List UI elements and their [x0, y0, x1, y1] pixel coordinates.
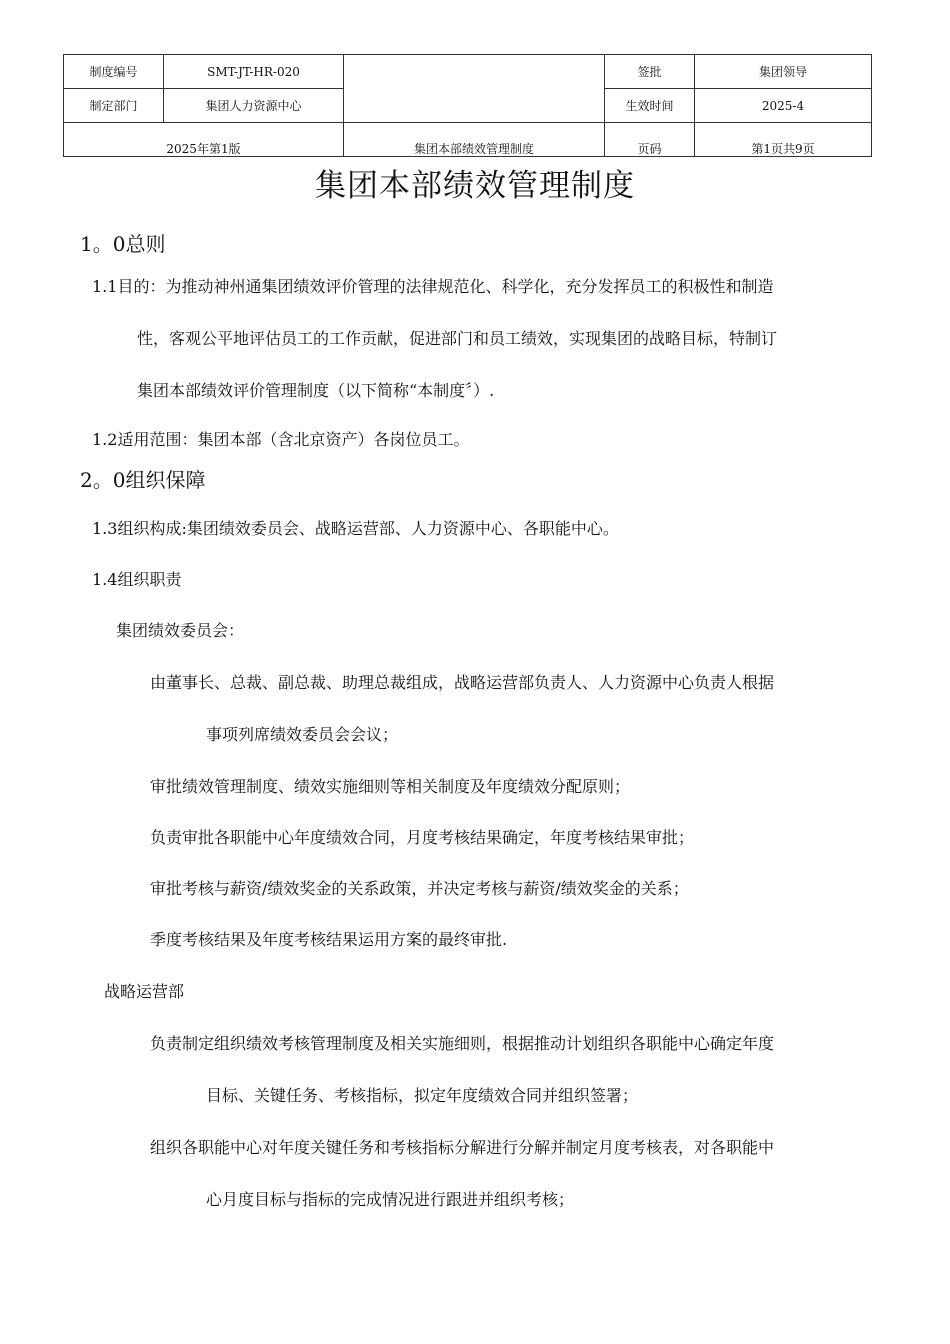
page-value: 第1页共9页 [695, 123, 872, 157]
doc-name-cell: 集团本部绩效管理制度 [344, 123, 605, 157]
strategy-item-1-line-2: 目标、关键任务、考核指标，拟定年度绩效合同并组织签署； [206, 1086, 639, 1105]
dept-value: 集团人力资源中心 [164, 89, 344, 123]
paragraph-1-3: 1.3组织构成:集团绩效委员会、战略运营部、人力资源中心、各职能中心。 [92, 519, 619, 538]
section-2-heading: 2。0组织保障 [80, 468, 206, 492]
paragraph-1-1 [92, 261, 777, 417]
strategy-item-1 [150, 1018, 774, 1122]
version-cell: 2025年第1版 [64, 123, 344, 157]
committee-item-1-line-2: 事项列席绩效委员会会议； [206, 725, 399, 744]
document-title: 集团本部绩效管理制度 [315, 168, 635, 204]
strategy-item-1-line-1: 负责制定组织绩效考核管理制度及相关实施细则，根据推动计划组织各职能中心确定年度 [150, 1034, 775, 1053]
committee-item-3: 负责审批各职能中心年度绩效合同，月度考核结果确定，年度考核结果审批； [150, 828, 695, 847]
effective-label: 生效时间 [605, 89, 695, 123]
code-label: 制度编号 [64, 55, 164, 89]
paragraph-1-4: 1.4组织职责 [92, 570, 182, 589]
section-1-heading: 1。0总则 [80, 232, 166, 256]
paragraph-1-1-line-2: 性，客观公平地评估员工的工作贡献，促进部门和员工绩效，实现集团的战略目标，特制订 [137, 329, 778, 348]
effective-value: 2025-4 [695, 89, 872, 123]
committee-item-1-line-1: 由董事长、总裁、副总裁、助理总裁组成，战略运营部负责人、人力资源中心负责人根据 [150, 673, 775, 692]
blank-cell [344, 55, 605, 123]
strategy-label: 战略运营部 [104, 982, 185, 1001]
header-row-1 [64, 55, 872, 89]
strategy-item-2 [150, 1122, 774, 1226]
approve-label: 签批 [605, 55, 695, 89]
paragraph-1-1-line-1: 1.1目的：为推动神州通集团绩效评价管理的法律规范化、科学化，充分发挥员工的积极性和制造 [92, 277, 774, 296]
code-value: SMT-JT-HR-020 [164, 55, 344, 89]
strategy-item-2-line-1: 组织各职能中心对年度关键任务和考核指标分解进行分解并制定月度考核表，对各职能中 [150, 1138, 775, 1157]
committee-item-2: 审批绩效管理制度、绩效实施细则等相关制度及年度绩效分配原则； [150, 777, 631, 796]
header-row-3 [64, 123, 872, 157]
approve-value: 集团领导 [695, 55, 872, 89]
committee-label: 集团绩效委员会： [116, 621, 245, 640]
committee-item-5: 季度考核结果及年度考核结果运用方案的最终审批. [150, 930, 508, 949]
committee-item-1 [150, 657, 774, 761]
paragraph-1-1-line-3: 集团本部绩效评价管理制度（以下简称“本制度〞）. [137, 381, 495, 400]
page-label: 页码 [605, 123, 695, 157]
strategy-item-2-line-2: 心月度目标与指标的完成情况进行跟进并组织考核； [206, 1190, 575, 1209]
paragraph-1-2: 1.2适用范围：集团本部（含北京资产）各岗位员工。 [92, 430, 470, 449]
document-header-table [63, 54, 872, 157]
dept-label: 制定部门 [64, 89, 164, 123]
committee-item-4: 审批考核与薪资/绩效奖金的关系政策，并决定考核与薪资/绩效奖金的关系； [150, 879, 689, 898]
